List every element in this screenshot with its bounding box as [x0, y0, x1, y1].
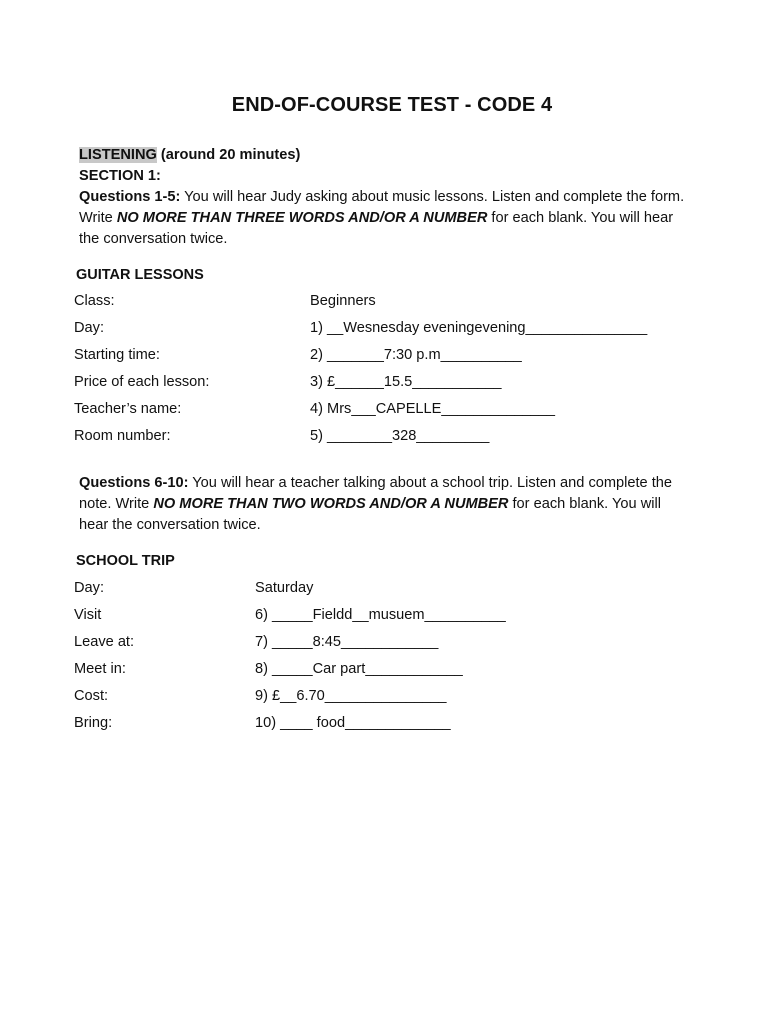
- row-label: Room number:: [74, 428, 171, 444]
- form-row-day: [74, 320, 734, 342]
- row-label: Visit: [74, 607, 102, 623]
- q1-text-c: for each blank. You will hear: [487, 210, 674, 226]
- listening-heading: [79, 145, 719, 166]
- row-label: Teacher’s name:: [74, 401, 182, 417]
- page-title: END-OF-COURSE TEST - CODE 4: [231, 94, 553, 116]
- form-row-room: [74, 428, 734, 450]
- form-row-class: [74, 293, 734, 315]
- row-label: Day:: [74, 580, 105, 596]
- q2-text-a: You will hear a teacher talking about a school trip. Listen and complete the: [188, 475, 673, 491]
- row-label: Class:: [74, 293, 115, 309]
- listening-label: LISTENING: [79, 147, 157, 163]
- trip-row-visit: [74, 607, 734, 629]
- form-row-price: [74, 374, 734, 396]
- row-value: 9) £__6.70_______________: [255, 688, 447, 704]
- row-value: 10) ____ food_____________: [255, 715, 451, 731]
- guitar-lessons-title: GUITAR LESSONS: [76, 267, 204, 283]
- form-row-teacher: [74, 401, 734, 423]
- row-value: Beginners: [310, 293, 376, 309]
- row-value: 1) __Wesnesday eveningevening_______________: [310, 320, 648, 336]
- section2-instructions: [79, 473, 719, 536]
- row-value: 8) _____Car part____________: [255, 661, 463, 677]
- listening-duration: (around 20 minutes): [160, 147, 301, 163]
- row-value: 4) Mrs___CAPELLE______________: [310, 401, 556, 417]
- trip-row-bring: [74, 715, 734, 737]
- q2-emphasis: NO MORE THAN TWO WORDS AND/OR A NUMBER: [153, 496, 509, 512]
- q2-text-b: note. Write: [79, 496, 154, 512]
- q2-text-d: hear the conversation twice.: [79, 517, 261, 533]
- row-label: Bring:: [74, 715, 113, 731]
- row-value: 7) _____8:45____________: [255, 634, 439, 650]
- row-value: 6) _____Fieldd__musuem__________: [255, 607, 506, 623]
- row-label: Starting time:: [74, 347, 160, 363]
- row-label: Cost:: [74, 688, 109, 704]
- section1-title: SECTION 1:: [79, 168, 161, 184]
- row-label: Price of each lesson:: [74, 374, 210, 390]
- q1-text-a: You will hear Judy asking about music lessons. Listen and complete the form.: [180, 189, 685, 205]
- q1-text-b: Write: [79, 210, 117, 226]
- q1-text-d: the conversation twice.: [79, 231, 228, 247]
- q2-text-c: for each blank. You will: [508, 496, 661, 512]
- trip-row-leave: [74, 634, 734, 656]
- row-label: Meet in:: [74, 661, 126, 677]
- row-label: Leave at:: [74, 634, 135, 650]
- row-value: Saturday: [255, 580, 314, 596]
- q1-emphasis: NO MORE THAN THREE WORDS AND/OR A NUMBER: [116, 210, 488, 226]
- row-value: 5) ________328_________: [310, 428, 490, 444]
- trip-row-cost: [74, 688, 734, 710]
- row-label: Day:: [74, 320, 105, 336]
- school-trip-title: SCHOOL TRIP: [76, 553, 175, 569]
- q2-label: Questions 6-10:: [79, 475, 189, 491]
- form-row-starting-time: [74, 347, 734, 369]
- section1-instructions: [79, 187, 719, 250]
- trip-row-day: [74, 580, 734, 602]
- trip-row-meet: [74, 661, 734, 683]
- row-value: 3) £______15.5___________: [310, 374, 502, 390]
- q1-label: Questions 1-5:: [79, 189, 181, 205]
- row-value: 2) _______7:30 p.m__________: [310, 347, 522, 363]
